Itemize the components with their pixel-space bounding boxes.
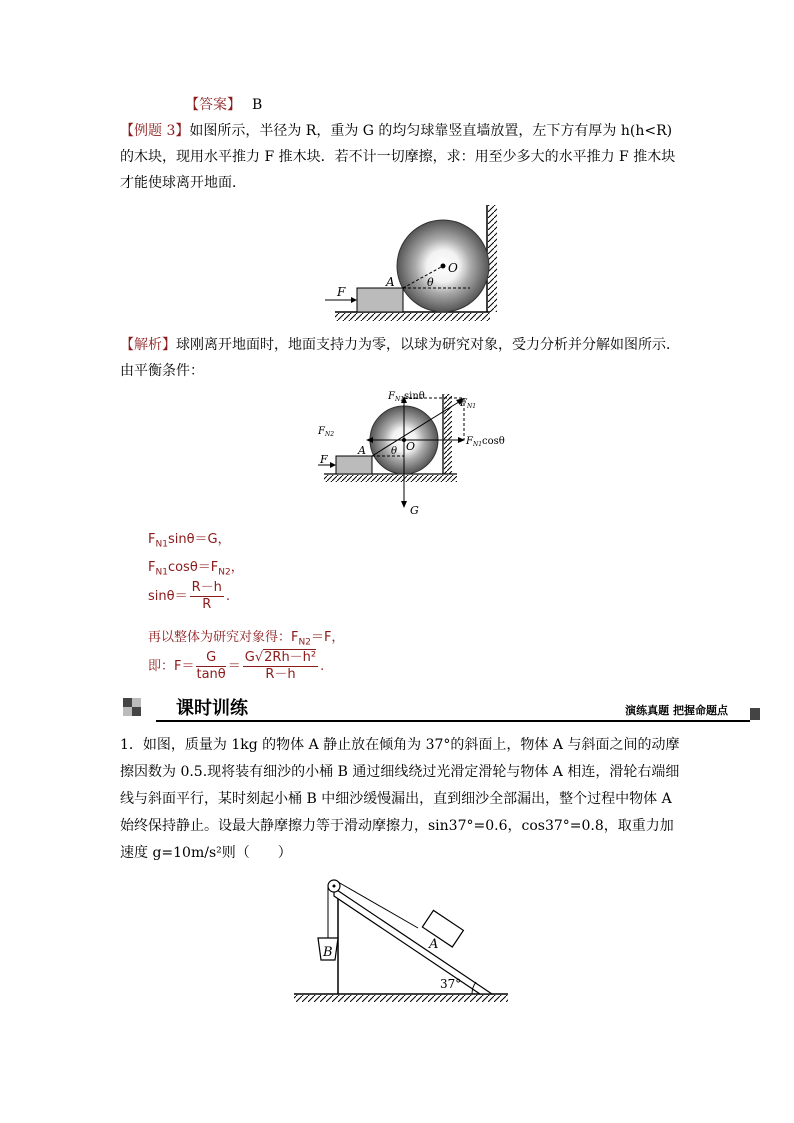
fig1-label-theta: θ [427, 276, 434, 289]
equation-2: $F_{N1}\cos\theta=F_{N2}$， [148, 560, 244, 578]
section-subtitle: 演练真题 把握命题点 [625, 704, 728, 717]
fig1-label-F: F [337, 285, 346, 299]
section-squares-icon [120, 696, 150, 718]
section-end-square [750, 708, 760, 720]
section-banner [120, 694, 760, 722]
answer-tag: 【答案】 [185, 97, 241, 113]
analysis-tag: 【解析】 [120, 337, 176, 353]
example3-paragraph [120, 118, 680, 196]
block [357, 288, 403, 312]
svg-text:A: A [358, 444, 366, 457]
example3-text: 如图所示，半径为 R，重为 G 的均匀球靠竖直墙放置，左下方有厚为 h(h<R)的木块，现用水平推力 F 推木块．若不计一切摩擦，求：用至少多大的水平推力 F 推木块才能使球离开地面． [120, 123, 676, 191]
figure-force-diagram [312, 386, 512, 518]
equation-4: 再以整体为研究对象得：$F_{N2}=F$， [148, 630, 345, 648]
svg-text:FN2: $F_{N2}$ [318, 426, 335, 438]
fig1-label-A: A [386, 275, 395, 289]
svg-text:FN1cosθ: $F_{N1}\cos\theta$ [466, 436, 505, 448]
fig1-label-O: O [448, 261, 458, 275]
svg-text:θ: θ [391, 446, 398, 457]
svg-text:F: F [320, 453, 328, 466]
answer-value: B [252, 97, 263, 113]
equation-1: $F_{N1}\sin\theta=G$， [148, 532, 231, 550]
svg-text:G: G [410, 504, 419, 517]
svg-text:FN1: $F_{N1}$ [460, 398, 477, 410]
equation-5: 即：F＝ $\frac{G}{\tan\theta}$ ＝ $\frac{\text{G√2Rh－h²}}{R-h}$ . [148, 650, 325, 682]
analysis-text: 球刚离开地面时，地面支持力为零，以球为研究对象，受力分析并分解如图所示．由平衡条件： [120, 337, 680, 379]
figure-ball-wall [320, 200, 500, 326]
analysis-paragraph [120, 332, 680, 384]
wall-hatch [488, 205, 497, 312]
svg-text:37°: 37° [440, 977, 462, 991]
svg-text:A: A [429, 937, 439, 952]
figure-incline-pulley [290, 870, 514, 1006]
svg-text:B: B [323, 945, 333, 960]
svg-text:O: O [406, 440, 416, 453]
ground-hatch [335, 313, 490, 321]
equation-3: sinθ＝ $\frac{R-h}{R}$ . [148, 580, 230, 612]
svg-text:FN1sinθ: $F_{N1}\sin\theta$ [388, 391, 425, 403]
example3-tag: 【例题 3】 [120, 123, 190, 139]
section-rule [156, 720, 750, 722]
section-title: 课时训练 [176, 698, 248, 719]
question-1: 1．如图，质量为 1kg 的物体 A 静止放在倾角为 37°的斜面上，物体 A 与斜面之间的动摩擦因数为 0.5.现将装有细沙的小桶 B 通过细线绕过光滑定滑轮与物体 A 相连，滑轮右端细线与斜面平行，某时刻起小桶 B 中细沙缓慢漏出，直到细沙全部漏出，整个过程中物体 A 始终保持静止。设最大静摩擦力等于滑动摩擦力，sin37°=0.6，cos37°=0.8，取重力加速度 g=10m/s²则（ ） [120, 737, 680, 861]
